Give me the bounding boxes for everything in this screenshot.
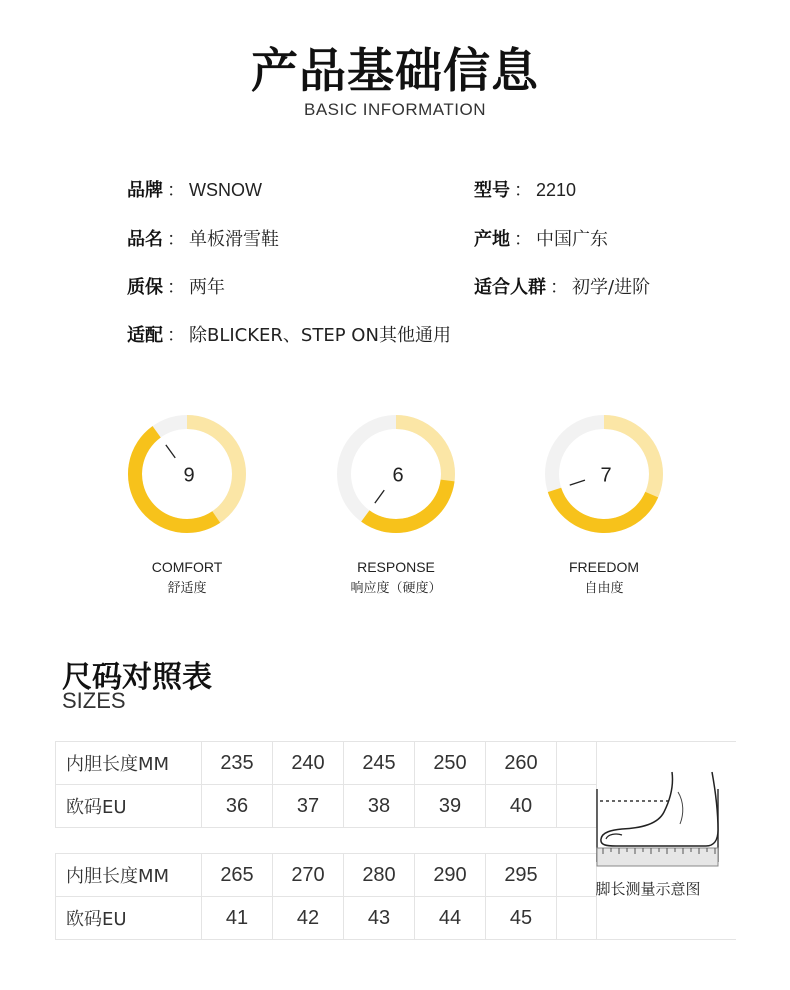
- info-name-value: 单板滑雪鞋: [189, 229, 279, 250]
- size-eu: 39: [415, 785, 486, 828]
- rating-comfort: [117, 405, 257, 596]
- info-origin: [474, 225, 608, 251]
- size-eu: 41: [202, 897, 273, 940]
- rating-label-en: FREEDOM: [569, 559, 639, 575]
- size-eu: 40: [486, 785, 557, 828]
- sizes-title: 尺码对照表: [62, 660, 212, 695]
- info-colon: ：: [514, 229, 532, 250]
- size-mm: 240: [273, 742, 344, 785]
- info-colon: ：: [167, 277, 185, 298]
- info-warranty-label: 质保: [127, 277, 163, 298]
- foot-diagram-caption: 脚长测量示意图: [595, 880, 701, 898]
- size-mm: 295: [486, 854, 557, 897]
- gauge-needle: [375, 490, 384, 503]
- rating-label-cn: 舒适度: [167, 581, 207, 596]
- size-eu: 38: [344, 785, 415, 828]
- size-eu: 43: [344, 897, 415, 940]
- size-mm: 235: [202, 742, 273, 785]
- info-warranty: [127, 273, 225, 299]
- rating-label-cn: 自由度: [584, 581, 624, 596]
- info-model-label: 型号: [474, 180, 510, 201]
- size-mm: 290: [415, 854, 486, 897]
- size-table-2: [55, 853, 597, 940]
- rating-label-en: COMFORT: [151, 559, 223, 575]
- size-mm: 245: [344, 742, 415, 785]
- table-row: [56, 785, 597, 828]
- size-mm: 280: [344, 854, 415, 897]
- info-brand: [127, 176, 262, 202]
- row-label-mm: 内胆长度MM: [56, 742, 202, 785]
- size-eu: 37: [273, 785, 344, 828]
- info-fit-value: 除BLICKER、STEP ON其他通用: [189, 325, 451, 346]
- page-subtitle: BASIC INFORMATION: [304, 100, 486, 119]
- gauge-score: 7: [600, 464, 612, 487]
- info-name: [127, 225, 279, 251]
- rating-label-en: RESPONSE: [357, 559, 435, 575]
- rating-gauge-icon: [118, 405, 256, 543]
- size-eu: 36: [202, 785, 273, 828]
- info-colon: ：: [167, 180, 185, 201]
- info-warranty-value: 两年: [189, 277, 225, 298]
- rating-gauge-icon: [327, 405, 465, 543]
- rating-freedom: [534, 405, 674, 596]
- row-label-eu: 欧码EU: [56, 897, 202, 940]
- info-name-label: 品名: [127, 229, 163, 250]
- size-eu: 44: [415, 897, 486, 940]
- info-model-value: 2210: [536, 180, 577, 200]
- size-mm: 260: [486, 742, 557, 785]
- info-colon: ：: [167, 229, 185, 250]
- size-table-1: [55, 741, 597, 828]
- info-fit-label: 适配: [127, 325, 163, 346]
- size-mm: 270: [273, 854, 344, 897]
- table-row: [56, 854, 597, 897]
- table-row: [56, 742, 597, 785]
- info-colon: ：: [550, 277, 568, 298]
- size-mm: 265: [202, 854, 273, 897]
- size-eu: 45: [486, 897, 557, 940]
- sizes-subtitle: SIZES: [62, 688, 126, 713]
- row-label-eu: 欧码EU: [56, 785, 202, 828]
- info-audience-value: 初学/进阶: [572, 277, 651, 298]
- info-model: [474, 176, 576, 202]
- info-audience-label: 适合人群: [474, 277, 546, 298]
- table-row: [56, 897, 597, 940]
- rating-label-cn: 响应度（硬度）: [350, 581, 442, 596]
- size-eu: 42: [273, 897, 344, 940]
- info-audience: [474, 273, 650, 299]
- row-label-mm: 内胆长度MM: [56, 854, 202, 897]
- page-title: 产品基础信息: [251, 44, 539, 99]
- gauge-score: 9: [183, 464, 195, 487]
- foot-diagram-panel: [560, 741, 736, 940]
- gauge-needle: [570, 480, 585, 485]
- gauge-needle: [166, 445, 175, 458]
- gauge-score: 6: [392, 464, 404, 487]
- info-colon: ：: [167, 325, 185, 346]
- info-colon: ：: [514, 180, 532, 201]
- info-origin-label: 产地: [474, 229, 510, 250]
- rating-response: [326, 405, 466, 596]
- info-brand-value: WSNOW: [189, 180, 262, 200]
- rating-gauge-icon: [535, 405, 673, 543]
- info-fit: [127, 321, 451, 347]
- info-brand-label: 品牌: [127, 180, 163, 201]
- info-origin-value: 中国广东: [536, 229, 608, 250]
- size-mm: 250: [415, 742, 486, 785]
- foot-measurement-icon: [560, 742, 736, 938]
